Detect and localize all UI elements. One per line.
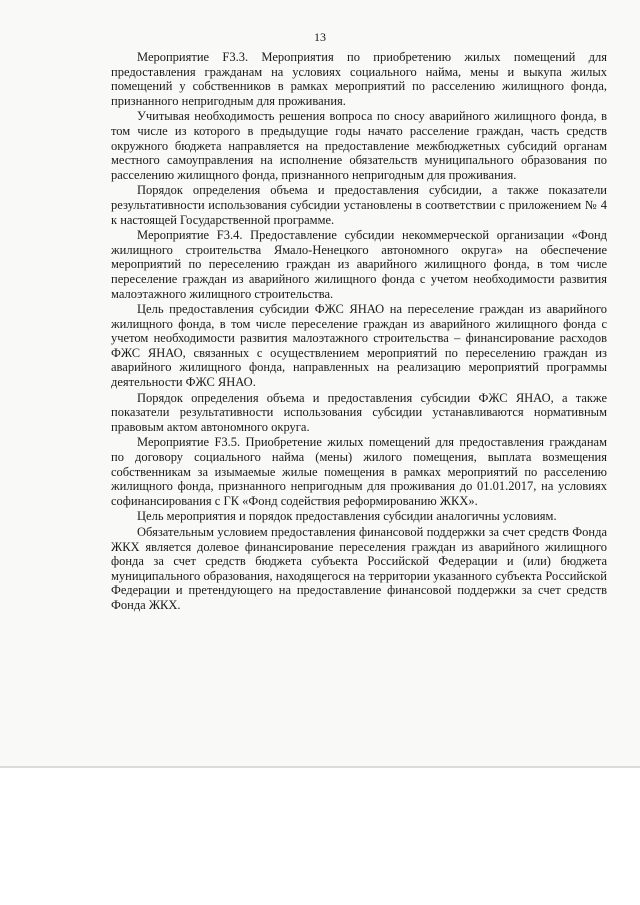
paragraph-measure-f3-5: Мероприятие F3.5. Приобретение жилых помещений для предоставления гражданам по договору социального найма (мены) жилого помещения, выплата возмещения собственникам за изымаемые жилые помещения в рамках мероприятий по расселению жилищного фонда, признанного непригодным для проживания до 01.01.2017, на условиях софинансирования с ГК «Фонд содействия реформированию ЖКХ». (111, 435, 607, 508)
paragraph-measure-f3-4: Мероприятие F3.4. Предоставление субсидии некоммерческой организации «Фонд жилищного строительства Ямало-Ненецкого автономного округа» на обеспечение мероприятий по переселению граждан из аварийного жилищного фонда, в том числе переселение граждан из аварийного жилищного фонда с учетом необходимости развития малоэтажного жилищного строительства. (111, 228, 607, 301)
scan-bottom-edge (0, 766, 640, 768)
paragraph-fzhs-subsidy-goal: Цель предоставления субсидии ФЖС ЯНАО на переселение граждан из аварийного жилищного фонда, в том числе переселение граждан из аварийного жилищного фонда с учетом необходимости развития малоэтажного строительства – финансирование расходов ФЖС ЯНАО, связанных с осуществлением мероприятий по переселению граждан из аварийного жилищного фонда, направленных на реализацию мероприятий программы деятельности ФЖС ЯНАО. (111, 302, 607, 390)
paragraph-goal-analogous: Цель мероприятия и порядок предоставления субсидии аналогичны условиям. (137, 509, 557, 524)
page-number: 13 (314, 30, 326, 44)
paragraph-mandatory-condition: Обязательным условием предоставления финансовой поддержки за счет средств Фонда ЖКХ является долевое финансирование переселения граждан из аварийного жилищного фонда за счет средств бюджета субъекта Российской Федерации и (или) бюджета муниципального образования, находящегося на территории указанного субъекта Российской Федерации и претендующего на предоставление финансовой поддержки за счет средств Фонда ЖКХ. (111, 525, 607, 612)
paragraph-subsidy-procedure-appendix-4: Порядок определения объема и предоставления субсидии, а также показатели результативности использования субсидии установлены в соответствии с приложением № 4 к настоящей Государственной программе. (111, 183, 607, 227)
paragraph-demolition-rationale: Учитывая необходимость решения вопроса по сносу аварийного жилищного фонда, в том числе из которого в предыдущие годы начато расселение граждан, часть средств окружного бюджета направляется на предоставление межбюджетных субсидий органам местного самоуправления на исполнение обязательств муниципального образования по расселению жилищного фонда, признанного непригодным для проживания. (111, 109, 607, 182)
paragraph-fzhs-subsidy-procedure: Порядок определения объема и предоставления субсидии ФЖС ЯНАО, а также показатели результативности использования субсидии устанавливаются нормативным правовым актом автономного округа. (111, 390, 607, 434)
paragraph-measure-f3-3: Мероприятие F3.3. Мероприятия по приобретению жилых помещений для предоставления гражданам на условиях социального найма, мены и выкупа жилых помещений у собственников в рамках мероприятий по расселению жилищного фонда, признанного непригодным для проживания. (111, 50, 607, 108)
document-body (111, 50, 607, 614)
